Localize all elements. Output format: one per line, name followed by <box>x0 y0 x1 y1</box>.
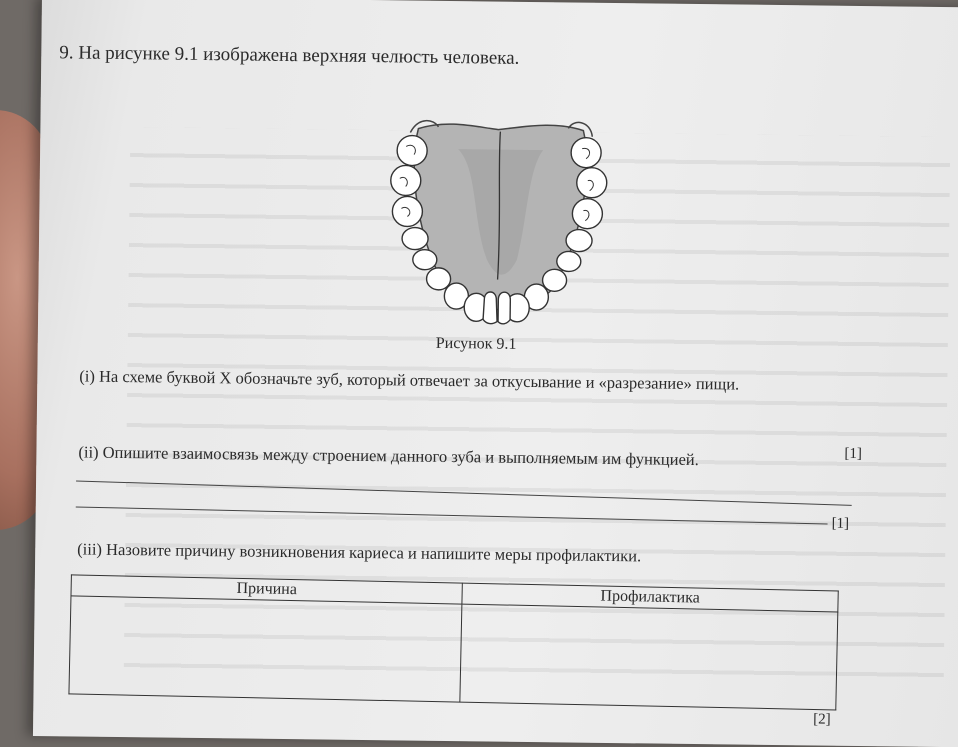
cause-answer-cell[interactable] <box>69 596 462 702</box>
question-part-iii: (iii) Назовите причину возникновения кариеса и напишите меры профилактики. <box>77 539 642 566</box>
prevention-answer-cell[interactable] <box>460 604 838 710</box>
upper-jaw-illustration <box>376 108 624 331</box>
cause-prevention-table <box>68 574 838 710</box>
answer-line-2[interactable] <box>76 506 828 524</box>
table-header-prevention: Профилактика <box>462 583 838 612</box>
question-part-i: (i) На схеме буквой X обозначьте зуб, который отвечает за откусывание и «разрезание» пищи. <box>79 366 740 394</box>
worksheet-page <box>33 0 958 747</box>
mark-part-i: [1] <box>844 445 863 463</box>
figure-caption: Рисунок 9.1 <box>435 334 517 353</box>
question-part-ii: (ii) Опишите взаимосвязь между строением данного зуба и выполняемым им функцией. <box>78 442 699 470</box>
question-title: 9. На рисунке 9.1 изображена верхняя челюсть человека. <box>59 42 520 69</box>
answer-line-1[interactable] <box>76 480 852 505</box>
table-header-cause: Причина <box>71 575 463 604</box>
mark-part-ii: [1] <box>831 515 850 532</box>
mark-part-iii: [2] <box>813 711 831 728</box>
